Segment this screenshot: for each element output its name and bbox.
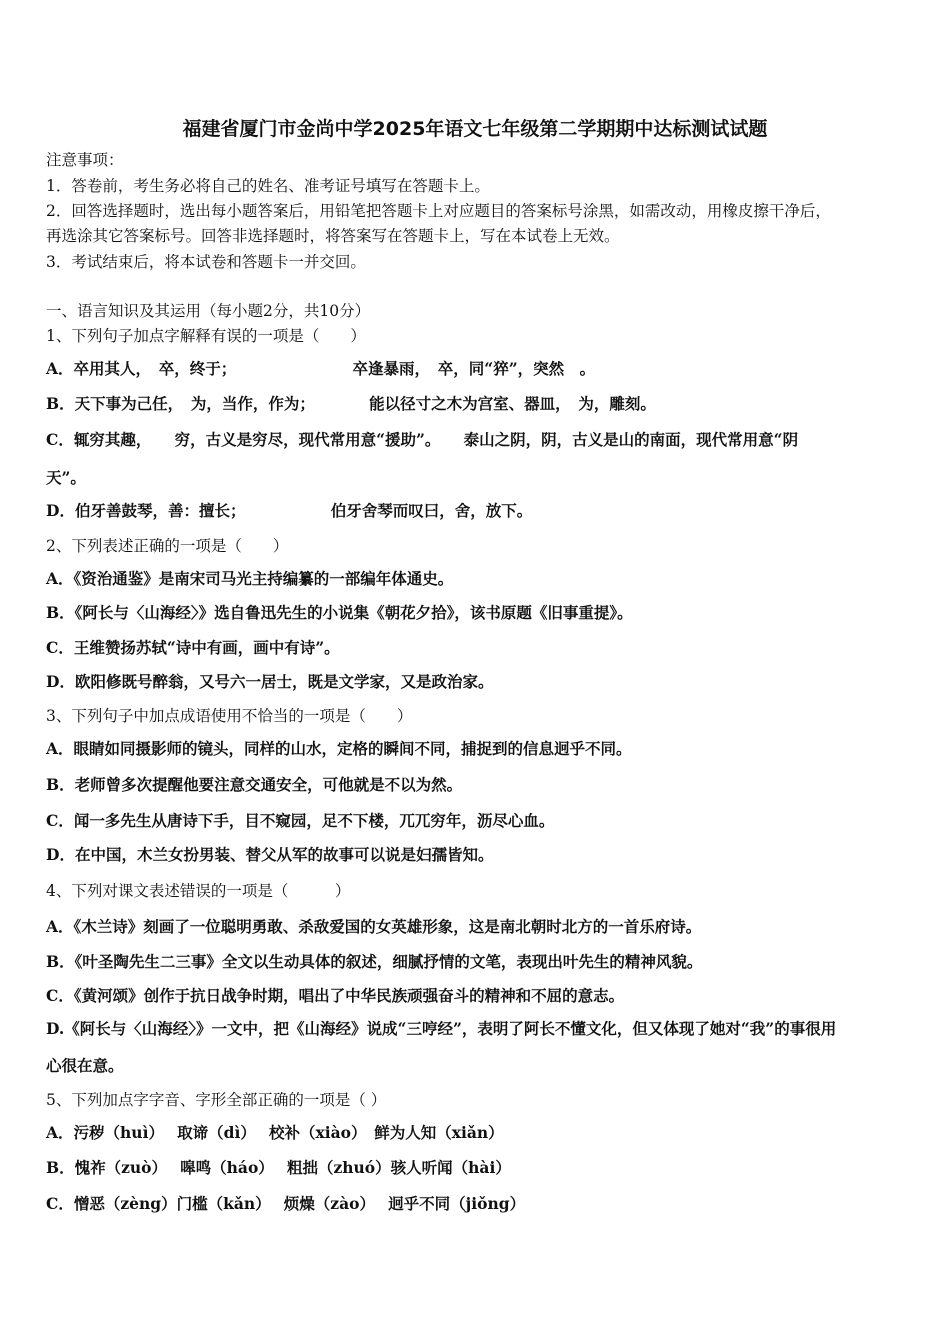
- text-line: 1、下列句子加点字解释有误的一项是（ ）: [46, 327, 366, 345]
- text-line: D.《阿长与〈山海经〉》一文中，把《山海经》说成“三哼经”，表明了阿长不懂文化，但又体现了她对“我”的事很用: [46, 1019, 837, 1038]
- text-line: B．老师曾多次提醒他要注意交通安全，可他就是不以为然。: [46, 775, 463, 794]
- text-line: A．《资治通鉴》是南宋司马光主持编纂的一部编年体通史。: [46, 569, 454, 588]
- text-line: B．天下事为己任， 为，当作，作为； 能以径寸之木为宫室、器皿， 为，雕刻。: [46, 394, 656, 413]
- text-line: A．污秽（huì） 取谛（dì） 校补（xiào） 鲜为人知（xiǎn）: [46, 1123, 504, 1142]
- text-line: A．眼睛如同摄影师的镜头，同样的山水，定格的瞬间不同，捕捉到的信息迥乎不同。: [46, 739, 632, 758]
- text-line: C．憎恶（zèng）门槛（kǎn） 烦燥（zào） 迥乎不同（jiǒng）: [46, 1194, 526, 1213]
- text-line: 2、下列表述正确的一项是（ ）: [46, 537, 289, 555]
- text-line: B．《叶圣陶先生二三事》全文以生动具体的叙述，细腻抒情的文笔，表现出叶先生的精神风貌。: [46, 952, 703, 971]
- text-line: 3、下列句子中加点成语使用不恰当的一项是（ ）: [46, 707, 413, 725]
- text-line: 心很在意。: [46, 1056, 124, 1075]
- text-line: C．《黄河颂》创作于抗日战争时期，唱出了中华民族顽强奋斗的精神和不屈的意志。: [46, 986, 625, 1005]
- document-title: 福建省厦门市金尚中学2025年语文七年级第二学期期中达标测试试题: [182, 118, 768, 140]
- text-line: C．王维赞扬苏轼“诗中有画，画中有诗”。: [46, 638, 340, 657]
- text-line: 一、语言知识及其运用（每小题2分，共10分）: [46, 302, 371, 320]
- text-line: D．伯牙善鼓琴，善：擅长； 伯牙舍琴而叹曰，舍，放下。: [46, 501, 533, 520]
- text-line: 1．答卷前，考生务必将自己的姓名、准考证号填写在答题卡上。: [46, 177, 490, 195]
- text-line: B．《阿长与〈山海经〉》选自鲁迅先生的小说集《朝花夕拾》，该书原题《旧事重提》。: [46, 603, 633, 622]
- text-line: 2．回答选择题时，选出每小题答案后，用铅笔把答题卡上对应题目的答案标号涂黑，如需改动，用橡皮擦干净后，: [46, 202, 831, 220]
- text-line: 再选涂其它答案标号。回答非选择题时，将答案写在答题卡上，写在本试卷上无效。: [46, 227, 620, 245]
- text-line: 3．考试结束后，将本试卷和答题卡一并交回。: [46, 253, 366, 271]
- text-line: A．《木兰诗》刻画了一位聪明勇敢、杀敌爱国的女英雄形象，这是南北朝时北方的一首乐府诗。: [46, 917, 702, 936]
- text-line: 天”。: [46, 468, 86, 487]
- text-line: B．愧祚（zuò） 嗥鸣（háo） 粗拙（zhuó）骇人听闻（hài）: [46, 1158, 511, 1177]
- text-line: D．欧阳修既号醉翁，又号六一居士，既是文学家，又是政治家。: [46, 672, 494, 691]
- text-line: 4、下列对课文表述错误的一项是（ ）: [46, 882, 351, 900]
- text-line: 5、下列加点字字音、字形全部正确的一项是（ ）: [46, 1091, 387, 1109]
- text-line: A．卒用其人， 卒，终于； 卒逢暴雨， 卒，同“猝”，突然 。: [46, 359, 596, 378]
- text-line: C．闻一多先生从唐诗下手，目不窥园，足不下楼，兀兀穷年，沥尽心血。: [46, 811, 555, 830]
- text-line: 注意事项：: [46, 151, 124, 169]
- text-line: C．辄穷其趣， 穷，古义是穷尽，现代常用意“援助”。 泰山之阴，阴，古义是山的南面，现代常用意“阴: [46, 430, 799, 449]
- text-line: D．在中国，木兰女扮男装、替父从军的故事可以说是妇孺皆知。: [46, 845, 494, 864]
